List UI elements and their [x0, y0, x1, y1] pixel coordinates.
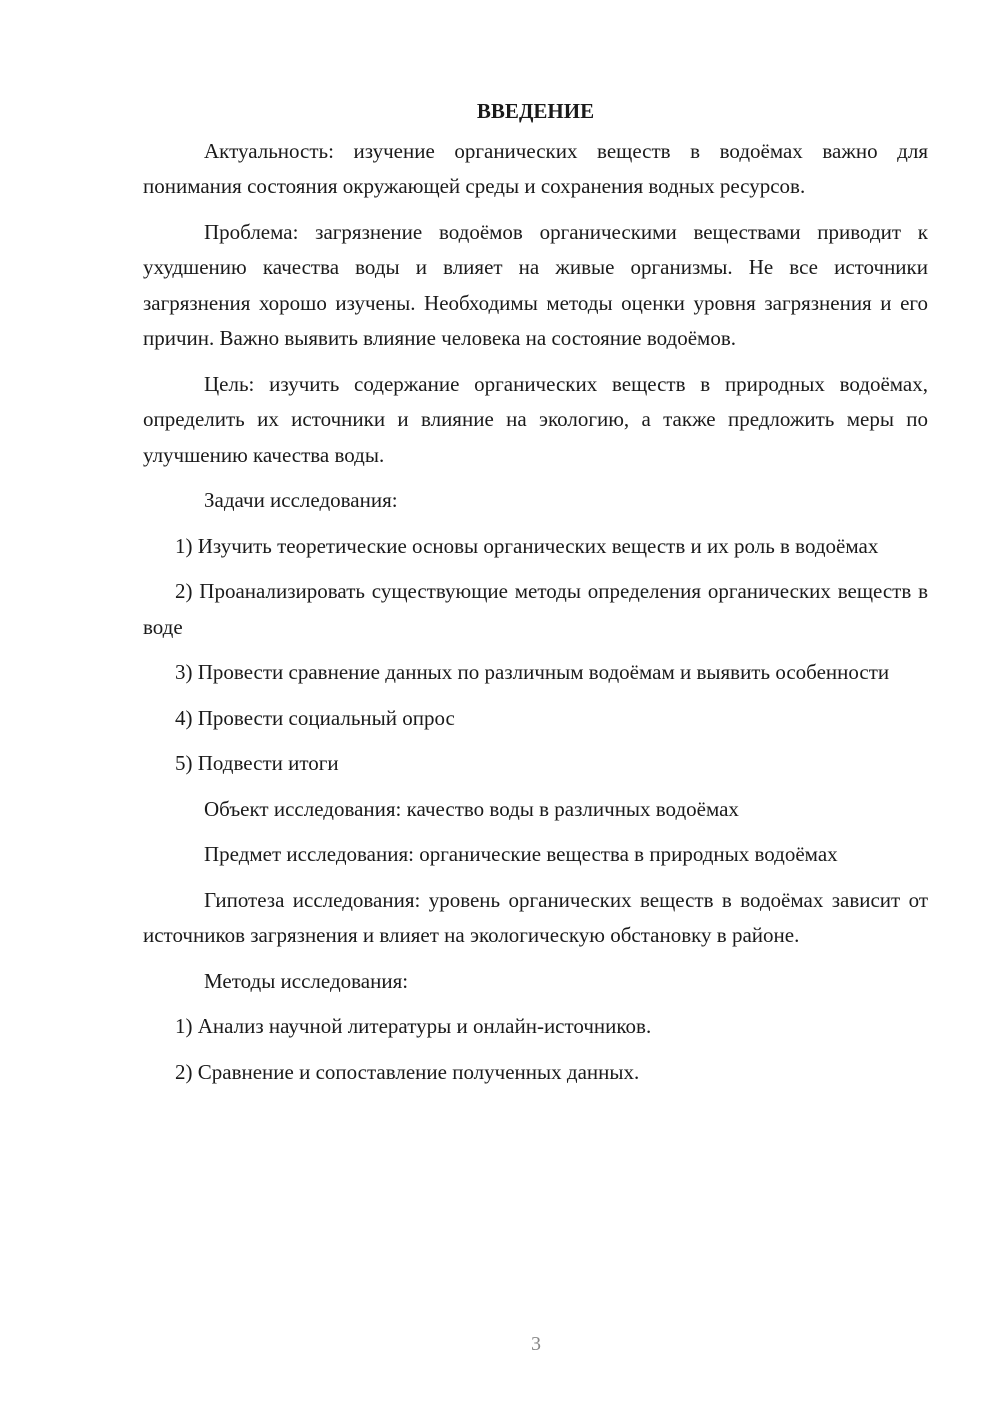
task-item-1: 1) Изучить теоретические основы органических веществ и их роль в водоёмах	[175, 533, 879, 558]
method-item-1: 1) Анализ научной литературы и онлайн-источников.	[175, 1014, 652, 1038]
relevance-paragraph: Актуальность: изучение органических веществ в водоёмах важно для понимания состояния окружающей среды и сохранения водных ресурсов.	[143, 138, 928, 198]
goal-paragraph: Цель: изучить содержание органических веществ в природных водоёмах, определить их источники и влияние на экологию, а также предложить меры по улучшению качества воды.	[143, 371, 928, 467]
tasks-heading: Задачи исследования:	[204, 488, 398, 512]
task-item-2: 2) Проанализировать существующие методы определения органических веществ в воде	[143, 579, 928, 639]
page-number: 3	[531, 1333, 541, 1355]
task-item-4: 4) Провести социальный опрос	[175, 705, 455, 730]
task-item-5: 5) Подвести итоги	[175, 751, 339, 775]
task-item-3: 3) Провести сравнение данных по различным водоёмам и выявить особенности	[175, 660, 890, 684]
subject-paragraph: Предмет исследования: органические вещества в природных водоёмах	[204, 842, 838, 866]
hypothesis-paragraph: Гипотеза исследования: уровень органических веществ в водоёмах зависит от источников загрязнения и влияет на экологическую обстановку в районе.	[143, 887, 928, 947]
methods-heading: Методы исследования:	[204, 968, 409, 993]
problem-paragraph: Проблема: загрязнение водоёмов органическими веществами приводит к ухудшению качества воды и влияет на живые организмы. Не все источники загрязнения хорошо изучены. Необходимы методы оценки уровня загрязнения и его причин. Важно выявить влияние человека на состояние водоёмов.	[143, 219, 928, 350]
document-title: ВВЕДЕНИЕ	[476, 99, 595, 123]
object-paragraph: Объект исследования: качество воды в различных водоёмах	[204, 796, 739, 821]
document-page	[143, 94, 928, 1090]
method-item-2: 2) Сравнение и сопоставление полученных данных.	[175, 1059, 640, 1084]
